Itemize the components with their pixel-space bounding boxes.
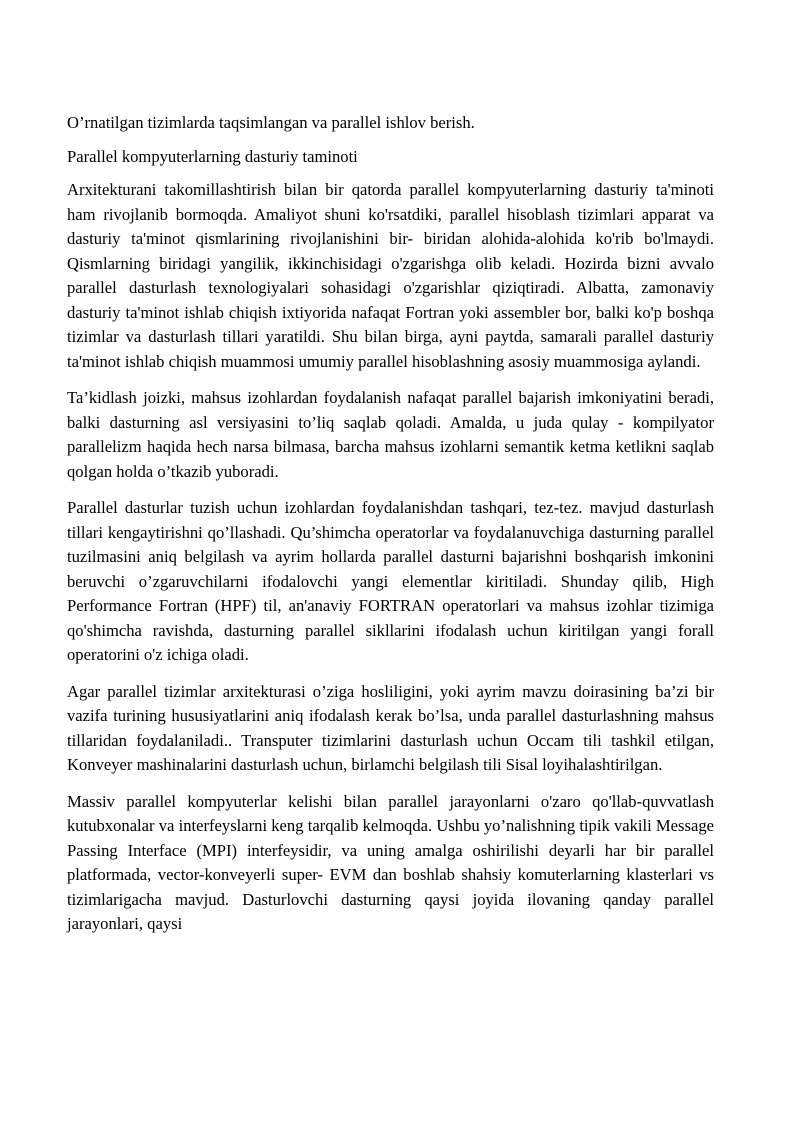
paragraph-4: Agar parallel tizimlar arxitekturasi o’ziga hosliligini, yoki ayrim mavzu doirasining ba’zi bir vazifa turining hususiyatlarini aniq ifodalash kerak bo’lsa, unda parallel dasturlashning mahsus tillaridan foydalaniladi.. Transputer tizimlarini dasturlash uchun Occam tili tashkil etilgan, Konveyer mashinalarini dasturlash uchun, birlamchi belgilash tili Sisal loyihalashtirilgan. <box>67 681 714 774</box>
paragraph-2: Ta’kidlash joizki, mahsus izohlardan foydalanish nafaqat parallel bajarish imkoniyatini beradi, balki dasturning asl versiyasini to’liq saqlab qoladi. Amalda, u juda qulay - kompilyator parallelizm haqida hech narsa bilmasa, barcha mahsus izohlarni semantik ketma ketlikni saqlab qolgan holda o’tkazib yuboradi. <box>67 388 714 481</box>
paragraph-5: Massiv parallel kompyuterlar kelishi bilan parallel jarayonlarni o'zaro qo'llab-quvvatlash kutubxonalar va interfeyslarni keng tarqalib kelmoqda. Ushbu yo’nalishning tipik vakili Message Passing Interface (MPI) interfeysidir, va uning amalga oshirilishi deyarli har bir parallel platformada, vector-konveyerli super- EVM dan boshlab shahsiy komuterlarning klasterlari vs tizimlarigacha mavjud. Dasturlovchi dasturning qaysi joyida ilovaning qanday parallel jarayonlari, qaysi <box>67 791 714 933</box>
document-title: O’rnatilgan tizimlarda taqsimlangan va parallel ishlov berish. <box>67 113 475 132</box>
paragraph-1: Arxitekturani takomillashtirish bilan bir qatorda parallel kompyuterlarning dasturiy ta'minoti ham rivojlanib bormoqda. Amaliyot shuni ko'rsatdiki, parallel hisoblash tizimlari apparat va dasturiy ta'minot qismlarining rivojlanishini bir- biridan alohida-alohida ko'rib bo'lmaydi. Qismlarning biridagi yangilik, ikkinchisidagi o'zgarishga olib keladi. Hozirda bizni avvalo parallel dasturlash texnologiyalari sohasidagi o'zgarishlar qiziqtiradi. Albatta, zamonaviy dasturiy ta'minot ishlab chiqish ixtiyorida nafaqat Fortran yoki assembler bor, balki ko'p boshqa tizimlar va dasturlash tillari yaratildi. Shu bilan birga, ayni paytda, samarali parallel dasturiy ta'minot ishlab chiqish muammosi umumiy parallel hisoblashning asosiy muammosiga aylandi. <box>67 180 714 371</box>
document-page <box>67 111 714 949</box>
document-subtitle: Parallel kompyuterlarning dasturiy taminoti <box>67 146 358 166</box>
paragraph-3: Parallel dasturlar tuzish uchun izohlardan foydalanishdan tashqari, tez-tez. mavjud dasturlash tillari kengaytirishni qo’llashadi. Qu’shimcha operatorlar va foydalanuvchiga dasturning parallel tuzilmasini aniq belgilash va ayrim hollarda parallel dasturni bajarishni boshqarish imkonini beruvchi o’zgaruvchilarni ifodalovchi yangi elementlar kiritiladi. Shunday qilib, High Performance Fortran (HPF) til, an'anaviy FORTRAN operatorlari va mahsus izohlar tizimiga qo'shimcha ravishda, dasturning parallel sikllarini ifodalash uchun kiritilgan yangi forall operatorini o'z ichiga oladi. <box>67 498 714 664</box>
